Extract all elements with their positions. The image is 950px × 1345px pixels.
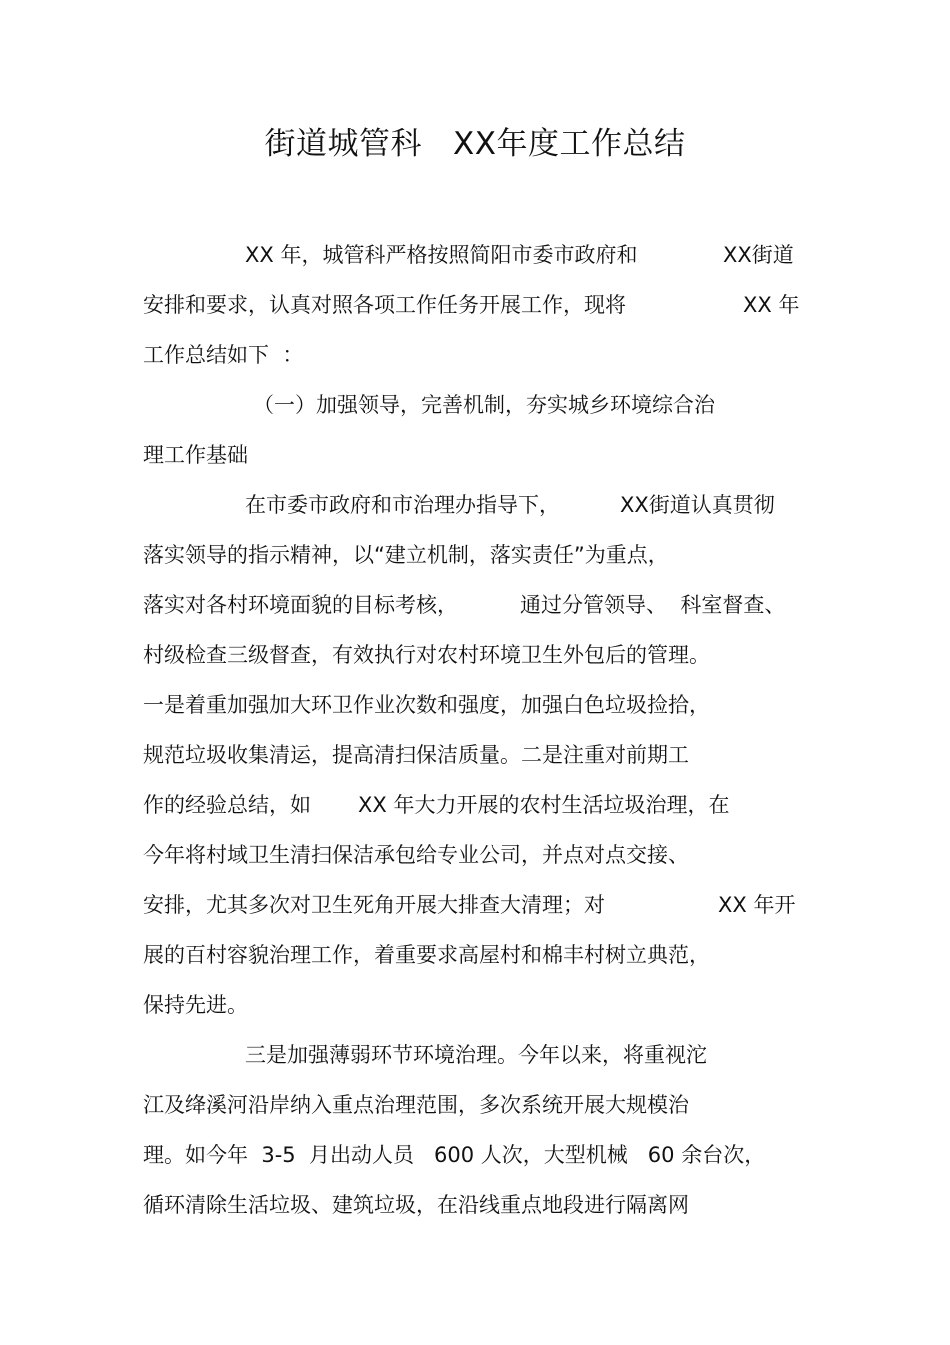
line-text: 安排和要求，认真对照各项工作任务开展工作，现将: [143, 293, 626, 317]
line-text: 作的经验总结，如: [143, 793, 311, 817]
line-text: 规范垃圾收集清运，提高清扫保洁质量。二是注重对前期工: [143, 743, 689, 767]
line-text: 江及绛溪河沿岸纳入重点治理范围，多次系统开展大规模治: [143, 1093, 689, 1117]
line-text: 落实领导的指示精神，以“建立机制，落实责任”为重点，: [143, 543, 669, 567]
line-text: 安排，尤其多次对卫生死角开展大排查大清理；对: [143, 893, 605, 917]
line-text: 一是着重加强加大环卫作业次数和强度，加强白色垃圾捡拾，: [143, 693, 710, 717]
line-text: 理工作基础: [143, 443, 248, 467]
line-text: 村级检查三级督查，有效执行对农村环境卫生外包后的管理。: [143, 643, 710, 667]
line-text: XX 年，城管科严格按照简阳市委市政府和: [245, 243, 638, 267]
line-text: 通过分管领导、 科室督查、: [520, 593, 786, 617]
line-text: 理。如今年 3-5 月出动人员 600 人次，大型机械 60 余台次，: [143, 1143, 766, 1167]
line-text: （一）加强领导，完善机制，夯实城乡环境综合治: [253, 393, 715, 417]
line-text: 落实对各村环境面貌的目标考核，: [143, 593, 458, 617]
line-text: 展的百村容貌治理工作，着重要求高屋村和棉丰村树立典范，: [143, 943, 710, 967]
line-text: 今年将村域卫生清扫保洁承包给专业公司，并点对点交接、: [143, 843, 689, 867]
line-text: XX 年开: [718, 893, 796, 917]
line-text: 工作总结如下 ：: [143, 343, 304, 367]
line-text: XX街道: [723, 243, 794, 267]
line-text: XX 年: [743, 293, 800, 317]
line-text: 保持先进。: [143, 993, 248, 1017]
line-text: 在市委市政府和市治理办指导下，: [245, 493, 560, 517]
document-title: 街道城管科 XX年度工作总结: [264, 126, 686, 162]
line-text: 三是加强薄弱环节环境治理。今年以来，将重视沱: [245, 1043, 707, 1067]
line-text: 循环清除生活垃圾、建筑垃圾，在沿线重点地段进行隔离网: [143, 1193, 689, 1217]
line-text: XX 年大力开展的农村生活垃圾治理，在: [358, 793, 730, 817]
line-text: XX街道认真贯彻: [620, 493, 775, 517]
